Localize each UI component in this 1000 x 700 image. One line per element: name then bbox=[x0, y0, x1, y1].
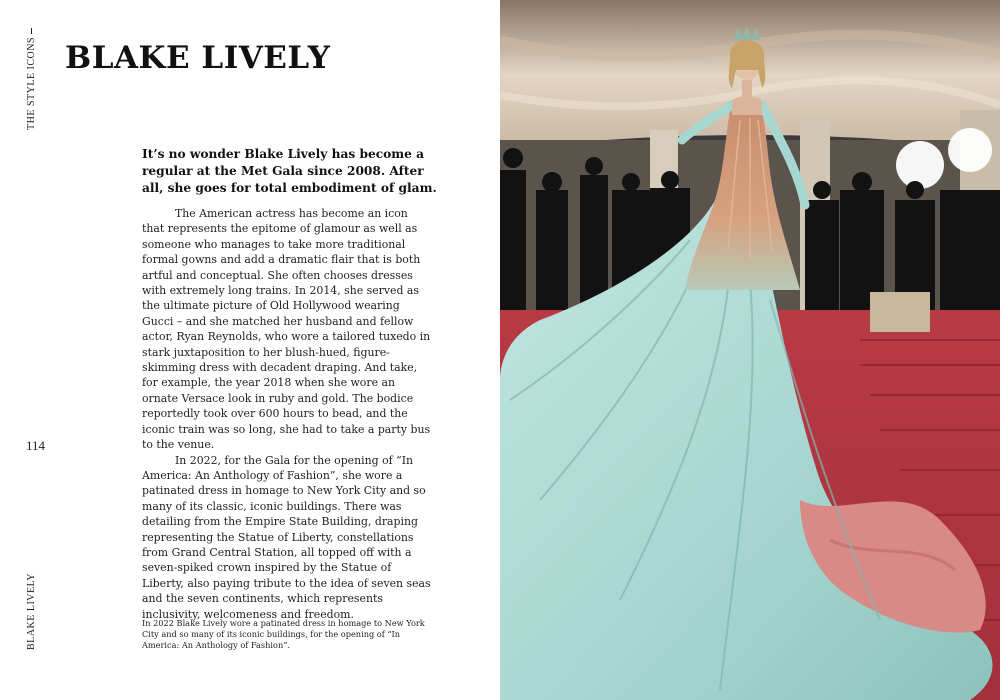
gown-photo bbox=[500, 0, 1000, 700]
gown-photo-illustration bbox=[500, 0, 1000, 700]
photo-caption: In 2022 Blake Lively wore a patinated dress in homage to New York City and so many of its iconic buildings, for the opening of “In America: An Anthology of Fashion”. bbox=[142, 618, 425, 650]
body-text bbox=[142, 206, 432, 622]
page-number: 114 bbox=[26, 438, 46, 453]
page-title: BLAKE LIVELY bbox=[65, 40, 331, 76]
running-footer: BLAKE LIVELY bbox=[26, 573, 37, 650]
running-header: THE STYLE ICONS bbox=[26, 28, 37, 130]
intro-paragraph: It’s no wonder Blake Lively has become a regular at the Met Gala since 2008. After all, she goes for total embodiment of glam. bbox=[142, 147, 437, 195]
body-paragraph-1: The American actress has become an icon that represents the epitome of glamour as well as someone who manages to take more traditional formal gowns and add a dramatic flair that is both artful and conceptual. She often chooses dresses with extremely long trains. In 2014, she served as the ultimate picture of Old Hollywood wearing Gucci – and she matched her husband and fellow actor, Ryan Reynolds, who wore a tailored tuxedo in stark juxtaposition to her blush-hued, figure-skimming dress with decadent draping. And take, for example, the year 2018 when she wore an ornate Versace look in ruby and gold. The bodice reportedly took over 600 hours to bead, and the iconic train was so long, she had to take a party bus to the venue. bbox=[142, 207, 431, 452]
body-paragraph-2: In 2022, for the Gala for the opening of “In America: An Anthology of Fashion”, she wore a patinated dress in homage to New York City and so many of its classic, iconic buildings. There was detailing from the Empire State Building, draping representing the Statue of Liberty, constellations from Grand Central Station, all topped off with a seven-spiked crown inspired by the Statue of Liberty, also paying tribute to the idea of seven seas and the seven continents, which represents inclusivity, welcomeness and freedom. bbox=[142, 453, 431, 621]
